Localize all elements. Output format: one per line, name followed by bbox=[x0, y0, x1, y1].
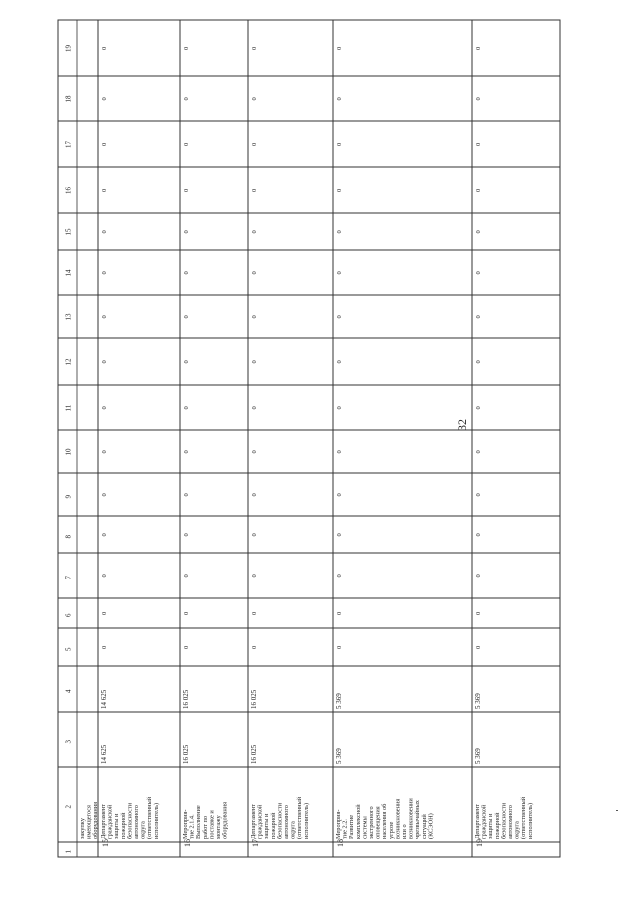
row-value: 0 bbox=[475, 188, 482, 192]
row-name-line: гражданской bbox=[106, 804, 114, 839]
row-name-line: экстренного bbox=[368, 806, 375, 839]
row-value: 0 bbox=[183, 230, 190, 234]
column-number-17: 17 bbox=[64, 141, 73, 148]
column-number-19: 19 bbox=[64, 45, 73, 52]
row-value: 0 bbox=[251, 360, 258, 364]
row-name-line: работ по bbox=[201, 815, 209, 839]
row-name-line: имеющегося bbox=[85, 805, 93, 839]
row-value: 0 bbox=[101, 406, 108, 410]
row-value: 16 025 bbox=[182, 744, 190, 764]
row-name-line: тие 2.1.4. bbox=[188, 814, 196, 839]
row-value: 0 bbox=[475, 611, 482, 615]
row-number: 17 bbox=[251, 839, 260, 847]
row-value: 0 bbox=[101, 46, 108, 50]
row-value: 5 369 bbox=[474, 693, 482, 709]
row-name-line: безопасности bbox=[126, 802, 134, 839]
row-number: 16 bbox=[183, 839, 192, 847]
row-value: 0 bbox=[101, 315, 108, 319]
row-name-line: округа bbox=[139, 821, 147, 839]
column-number-5: 5 bbox=[64, 647, 73, 651]
row-name-line: округа bbox=[513, 821, 521, 839]
row-name-line: оборудования bbox=[221, 802, 229, 839]
row-value: 0 bbox=[336, 611, 343, 615]
row-name-line: безопасности bbox=[500, 802, 508, 839]
row-value: 0 bbox=[336, 230, 343, 234]
row-value: 0 bbox=[251, 611, 258, 615]
row-name-line: Департамент bbox=[250, 804, 257, 839]
row-number: 19 bbox=[475, 839, 484, 847]
row-value: 0 bbox=[183, 315, 190, 319]
row-value: 0 bbox=[336, 450, 343, 454]
row-value: 0 bbox=[251, 271, 258, 275]
row-value: 0 bbox=[475, 142, 482, 146]
row-value: 0 bbox=[475, 493, 482, 497]
row-name-line: автономного bbox=[133, 805, 140, 839]
row-value: 0 bbox=[101, 230, 108, 234]
row-value: 5 369 bbox=[335, 693, 343, 709]
row-value: 0 bbox=[251, 645, 258, 649]
row-value: 0 bbox=[475, 645, 482, 649]
column-number-15: 15 bbox=[64, 228, 73, 236]
row-value: 0 bbox=[336, 533, 343, 537]
row-name-line: защиты и bbox=[487, 813, 495, 839]
row-name-line: населения об bbox=[381, 803, 389, 839]
row-value: 0 bbox=[475, 533, 482, 537]
row-name-line: (ответственный bbox=[520, 796, 528, 839]
row-value: 0 bbox=[101, 271, 108, 275]
row-value: 0 bbox=[251, 406, 258, 410]
row-value: 0 bbox=[183, 406, 190, 410]
row-value: 0 bbox=[101, 493, 108, 497]
row-name-line: автономного bbox=[283, 805, 290, 839]
column-number-8: 8 bbox=[64, 535, 73, 539]
row-name-line: (КСЭОН) bbox=[427, 813, 435, 839]
row-value: 0 bbox=[251, 97, 258, 101]
row-value: 0 bbox=[101, 97, 108, 101]
row-value: 0 bbox=[101, 360, 108, 364]
row-name-line: исполнитель) bbox=[152, 802, 160, 839]
row-value: 0 bbox=[101, 645, 108, 649]
row-value: 0 bbox=[183, 46, 190, 50]
row-name-line: или о bbox=[401, 824, 408, 839]
row-name-line: Мероприя- bbox=[182, 809, 189, 839]
row-value: 0 bbox=[475, 315, 482, 319]
row-value: 0 bbox=[101, 611, 108, 615]
row-name-line: автономного bbox=[507, 805, 514, 839]
row-name-line: (ответственный bbox=[146, 796, 154, 839]
row-value: 0 bbox=[101, 188, 108, 192]
row-value: 0 bbox=[475, 46, 482, 50]
row-value: 0 bbox=[183, 142, 190, 146]
row-value: 0 bbox=[336, 360, 343, 364]
row-name-line: безопасности bbox=[276, 802, 284, 839]
column-number-9: 9 bbox=[64, 495, 73, 499]
column-number-6: 6 bbox=[64, 613, 73, 617]
column-number-13: 13 bbox=[64, 313, 73, 321]
row-value: 0 bbox=[251, 230, 258, 234]
row-value: 0 bbox=[336, 574, 343, 578]
row-value: 0 bbox=[336, 142, 343, 146]
row-value: 0 bbox=[336, 188, 343, 192]
row-name-line: закупку bbox=[79, 818, 86, 839]
row-name-line: округа bbox=[289, 821, 297, 839]
scan-mark bbox=[616, 810, 618, 811]
row-name-line: защиты и bbox=[263, 813, 271, 839]
row-name-line: гражданской bbox=[256, 804, 264, 839]
row-value: 0 bbox=[183, 611, 190, 615]
row-name-line: поставке и bbox=[208, 810, 216, 839]
row-value: 0 bbox=[251, 188, 258, 192]
row-value: 0 bbox=[251, 493, 258, 497]
row-value: 0 bbox=[336, 315, 343, 319]
row-name-line: системы bbox=[361, 816, 369, 839]
row-value: 0 bbox=[475, 574, 482, 578]
row-value: 0 bbox=[183, 533, 190, 537]
row-value: 16 025 bbox=[250, 744, 258, 764]
row-value: 0 bbox=[336, 97, 343, 101]
row-value: 0 bbox=[251, 46, 258, 50]
row-name-line: исполнитель) bbox=[526, 802, 534, 839]
row-number: 15 bbox=[101, 839, 110, 847]
row-value: 0 bbox=[336, 46, 343, 50]
row-value: 14 625 bbox=[100, 744, 108, 764]
row-value: 0 bbox=[183, 271, 190, 275]
row-value: 0 bbox=[101, 574, 108, 578]
row-value: 0 bbox=[183, 360, 190, 364]
row-value: 0 bbox=[101, 533, 108, 537]
row-value: 0 bbox=[183, 188, 190, 192]
row-value: 0 bbox=[475, 360, 482, 364]
column-number-18: 18 bbox=[64, 95, 73, 103]
row-name-line: оборудования bbox=[92, 802, 100, 839]
row-name-line: (ответственный bbox=[296, 796, 304, 839]
row-value: 16 025 bbox=[182, 689, 190, 709]
row-value: 0 bbox=[251, 142, 258, 146]
row-name-line: гражданской bbox=[480, 804, 488, 839]
row-name-line: исполнитель) bbox=[302, 802, 310, 839]
column-number-2: 2 bbox=[64, 805, 73, 809]
row-value: 0 bbox=[475, 406, 482, 410]
row-value: 0 bbox=[101, 450, 108, 454]
row-value: 0 bbox=[336, 645, 343, 649]
row-name-line: оповещения bbox=[374, 806, 382, 839]
row-value: 0 bbox=[336, 493, 343, 497]
row-name-line: Выполнение bbox=[195, 805, 203, 839]
row-value: 0 bbox=[183, 645, 190, 649]
row-value: 0 bbox=[183, 574, 190, 578]
column-number-3: 3 bbox=[64, 740, 73, 744]
row-value: 0 bbox=[251, 450, 258, 454]
row-name-line: пожарной bbox=[119, 812, 127, 839]
row-name-line: Департамент bbox=[474, 804, 481, 839]
row-value: 0 bbox=[251, 315, 258, 319]
row-name-line: тие 2.2. bbox=[341, 819, 349, 839]
row-value: 0 bbox=[101, 142, 108, 146]
row-name-line: защиты и bbox=[113, 813, 121, 839]
row-number: 18 bbox=[336, 839, 345, 847]
row-name-line: чрезвычайных bbox=[414, 800, 422, 839]
column-number-14: 14 bbox=[64, 269, 73, 277]
row-value: 0 bbox=[475, 271, 482, 275]
row-value: 5 369 bbox=[335, 748, 343, 764]
row-value: 0 bbox=[336, 271, 343, 275]
column-number-16: 16 bbox=[64, 187, 73, 194]
column-number-7: 7 bbox=[64, 576, 73, 580]
row-name-line: возникновения bbox=[394, 798, 402, 839]
row-value: 0 bbox=[475, 97, 482, 101]
row-value: 0 bbox=[251, 533, 258, 537]
row-value: 0 bbox=[183, 450, 190, 454]
row-value: 0 bbox=[336, 406, 343, 410]
row-value: 0 bbox=[183, 97, 190, 101]
row-value: 16 025 bbox=[250, 689, 258, 709]
row-name-line: Мероприя- bbox=[335, 809, 342, 839]
page-number: 32 bbox=[455, 419, 469, 431]
column-number-10: 10 bbox=[64, 448, 73, 456]
row-name-line: Развитие bbox=[348, 814, 356, 839]
column-number-4: 4 bbox=[64, 689, 73, 693]
row-name-line: монтажу bbox=[215, 815, 222, 839]
row-name-line: комплексной bbox=[354, 804, 362, 839]
column-number-11: 11 bbox=[64, 404, 73, 412]
row-value: 0 bbox=[251, 574, 258, 578]
row-name-line: ситуаций bbox=[420, 814, 428, 839]
row-name-line: возникновении bbox=[407, 798, 415, 839]
row-value: 14 625 bbox=[100, 689, 108, 709]
column-number-12: 12 bbox=[64, 358, 73, 366]
table-border bbox=[58, 20, 560, 857]
row-value: 0 bbox=[183, 493, 190, 497]
row-value: 5 369 bbox=[474, 748, 482, 764]
row-name-line: пожарной bbox=[493, 812, 501, 839]
column-number-1: 1 bbox=[64, 850, 73, 854]
row-name-line: угрозе bbox=[387, 821, 395, 839]
row-value: 0 bbox=[475, 230, 482, 234]
row-name-line: пожарной bbox=[269, 812, 277, 839]
row-value: 0 bbox=[475, 450, 482, 454]
row-name-line: Департамент bbox=[100, 804, 107, 839]
